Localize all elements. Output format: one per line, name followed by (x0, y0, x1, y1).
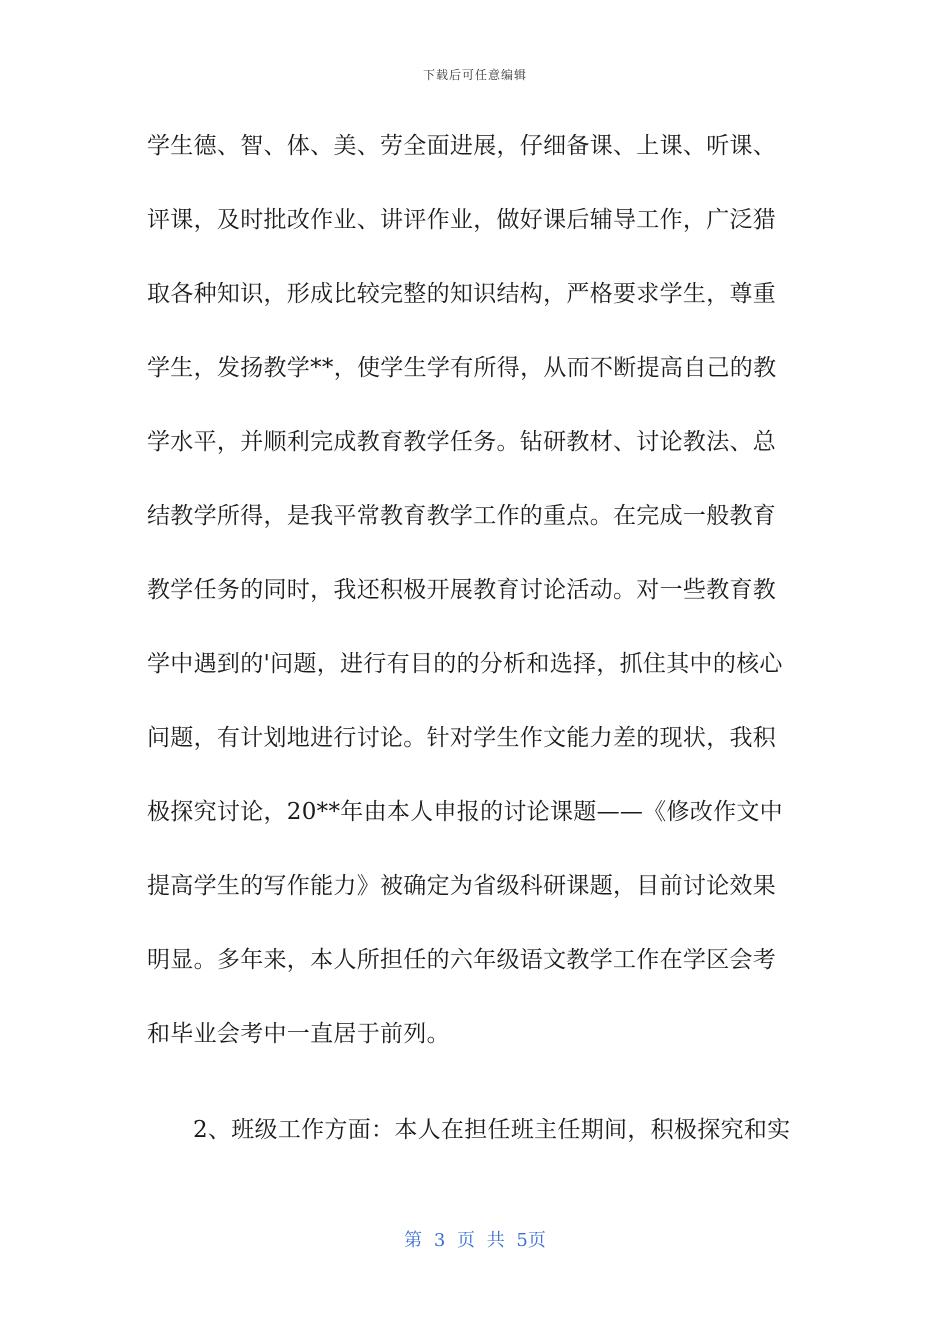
body-line: 问题，有计划地进行讨论。针对学生作文能力差的现状，我积 (147, 725, 777, 751)
body-line: 学水平，并顺利完成教育教学任务。钻研教材、讨论教法、总 (147, 429, 777, 455)
body-line: 学中遇到的'问题，进行有目的的分析和选择，抓住其中的核心 (147, 651, 783, 677)
body-line: 取各种知识，形成比较完整的知识结构，严格要求学生，尊重 (147, 281, 777, 307)
paragraph-2-line: 2、班级工作方面：本人在担任班主任期间，积极探究和实 (193, 1117, 791, 1143)
document-body (147, 128, 807, 1186)
body-line: 学生，发扬教学**，使学生学有所得，从而不断提高自己的教 (147, 355, 777, 381)
body-line: 和毕业会考中一直居于前列。 (147, 1021, 450, 1047)
body-line: 极探究讨论，20**年由本人申报的讨论课题——《修改作文中 (147, 799, 783, 825)
body-line: 提高学生的写作能力》被确定为省级科研课题，目前讨论效果 (147, 873, 777, 899)
page-header: 下载后可任意编辑 (422, 68, 527, 82)
page-footer: 第 3 页 共 5页 (404, 1230, 546, 1251)
paragraph-gap (147, 1090, 807, 1112)
body-line: 教学任务的同时，我还积极开展教育讨论活动。对一些教育教 (147, 577, 777, 603)
body-line: 评课，及时批改作业、讲评作业，做好课后辅导工作，广泛猎 (147, 207, 777, 233)
body-line: 学生德、智、体、美、劳全面进展，仔细备课、上课、听课、 (147, 133, 777, 159)
body-line: 结教学所得，是我平常教育教学工作的重点。在完成一般教育 (147, 503, 777, 529)
body-line: 明显。多年来，本人所担任的六年级语文教学工作在学区会考 (147, 947, 777, 973)
